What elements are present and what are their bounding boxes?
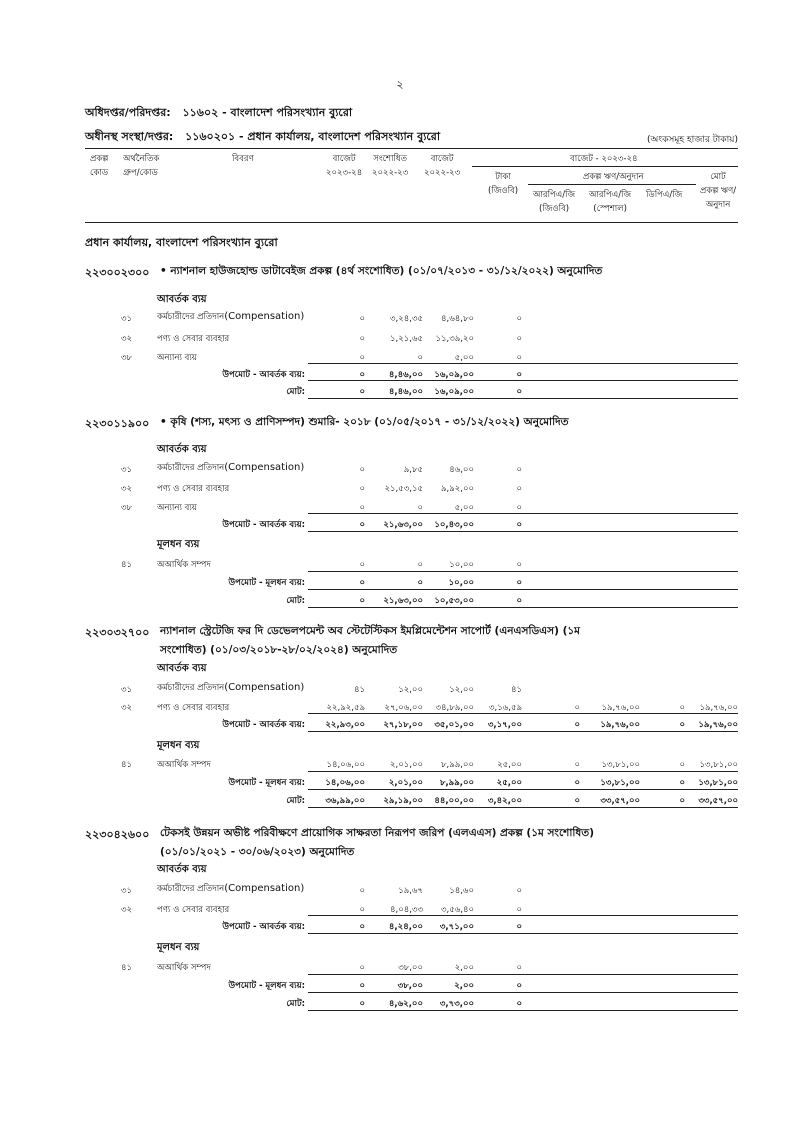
total-cell: ৩,৭৩,০০ xyxy=(439,999,474,1009)
project-code: ২২৩০১১৯০০ xyxy=(85,417,150,430)
sub-office-value: ১১৬০২০১ - প্রধান কার্যালয়, বাংলাদেশ পরিসংখ্যান ব্যুরো xyxy=(185,130,441,143)
row-desc: পণ্য ও সেবার ব্যবহার xyxy=(157,703,230,713)
row-code: ৪১ xyxy=(121,560,133,570)
subtotal-cell: ৩,৭১,০০ xyxy=(439,922,474,932)
value-cell: ৪১ xyxy=(353,685,365,695)
total-cell: ০ xyxy=(516,596,522,606)
value-cell: ২৭,০৬,০০ xyxy=(384,703,423,713)
total-loan-cell: ০ xyxy=(574,796,580,806)
department-line xyxy=(85,104,352,123)
department-value: ১১৬০২ - বাংলাদেশ পরিসংখ্যান ব্যুরো xyxy=(182,106,353,119)
subtotal-rule xyxy=(308,363,738,364)
subtotal-bottom-rule xyxy=(308,731,738,732)
office-title: প্রধান কার্যালয়, বাংলাদেশ পরিসংখ্যান ব্যুরো xyxy=(85,236,278,249)
total-label: মোট: xyxy=(286,596,305,606)
section-title: মূলধন ব্যয় xyxy=(157,539,200,550)
value-cell: ৪,০৪,৩৩ xyxy=(389,905,423,915)
row-code: ৪১ xyxy=(121,760,133,770)
total-cell: ২৯,১৯,০০ xyxy=(383,796,423,806)
row-code: ৩২ xyxy=(121,905,133,915)
col-taka-gob: টাকা (জিওবি) xyxy=(488,172,519,196)
subtotal-loan-cell: ০ xyxy=(679,778,685,788)
subtotal-cell: ১০,০০ xyxy=(448,578,474,588)
total-bottom-rule xyxy=(308,607,738,608)
section-title: আবর্তক ব্যয় xyxy=(157,663,207,674)
sub-office-label: অধীনস্থ সংস্থা/দপ্তর: xyxy=(85,130,174,143)
subtotal-loan-cell: ১৯,৭৬,০০ xyxy=(600,720,640,730)
section-title: আবর্তক ব্যয় xyxy=(157,444,207,455)
subtotal-cell: ০ xyxy=(417,578,423,588)
col-budget-2022-23: বাজেট ২০২২-২৩ xyxy=(424,154,461,178)
row-code: ৩২ xyxy=(121,484,133,494)
value-cell: ৯,৯২,০০ xyxy=(440,484,474,494)
subtotal-cell: ২২,৯৩,০০ xyxy=(325,720,365,730)
value-cell: ০ xyxy=(359,484,365,494)
subtotal-cell: ০ xyxy=(359,981,365,991)
total-label: মোট: xyxy=(286,387,305,397)
subtotal-rule xyxy=(308,974,738,975)
row-code: ৩১ xyxy=(121,465,133,475)
row-desc: অন্যান্য ব্যয় xyxy=(157,353,197,363)
total-bottom-rule xyxy=(308,1010,738,1011)
row-desc: কর্মচারীদের প্রতিদান(Compensation) xyxy=(157,682,305,693)
section-title: আবর্তক ব্যয় xyxy=(157,864,207,875)
value-cell: ০ xyxy=(359,886,365,896)
value-cell: ২,০১,০০ xyxy=(389,760,423,770)
value-cell: ০ xyxy=(359,905,365,915)
total-label: মোট: xyxy=(286,999,305,1009)
total-loan-cell: ৩৩,৫৭,০০ xyxy=(600,796,640,806)
row-code: ৩২ xyxy=(121,703,133,713)
value-cell: ১,২১,৬৫ xyxy=(389,334,423,344)
subtotal-cell: ২১,৬৩,০০ xyxy=(383,520,423,530)
loan-cell: ০ xyxy=(679,760,685,770)
row-code: ৩১ xyxy=(121,685,133,695)
subtotal-bottom-rule xyxy=(308,531,738,532)
subtotal-loan-cell: ১৩,৮১,০০ xyxy=(600,778,640,788)
subtotal-cell: ৮,৯৯,০০ xyxy=(439,778,474,788)
unit-note: (অংকসমূহ হাজার টাকায়) xyxy=(646,135,738,145)
loan-cell: ০ xyxy=(574,760,580,770)
value-cell: ০ xyxy=(417,560,423,570)
subtotal-rule xyxy=(308,771,738,772)
total-rule xyxy=(308,589,738,590)
department-label: অধিদপ্তর/পরিদপ্তর: xyxy=(85,106,171,119)
subtotal-loan-cell: ১৩,৮১,০০ xyxy=(698,778,738,788)
value-cell: ৪১ xyxy=(510,685,522,695)
subtotal-rule xyxy=(308,513,738,514)
value-cell: ০ xyxy=(516,963,522,973)
subtotal-bottom-rule xyxy=(308,933,738,934)
value-cell: ০ xyxy=(516,503,522,513)
total-bottom-rule xyxy=(308,398,738,399)
loan-cell: ০ xyxy=(679,703,685,713)
subtotal-rule xyxy=(308,713,738,714)
subtotal-cell: ০ xyxy=(516,922,522,932)
value-cell: ১২,০০ xyxy=(398,685,423,695)
subtotal-cell: ৩৮,০০ xyxy=(397,981,423,991)
total-cell: ০ xyxy=(359,387,365,397)
total-bottom-rule xyxy=(308,807,738,808)
col-description: বিবরণ xyxy=(232,154,254,164)
project-title: ন্যাশনাল স্ট্রেটেজি ফর দি ডেভেলপমেন্ট অব স্টেটেস্টিকস ইমপ্লিমেন্টেশন সাপোর্ট (এনএসডিএস) (১ম সংশোধিত) (০১/০৩/২০১৮-২৮/০২/২০২৪) অনুমোদিত xyxy=(160,625,581,656)
subtotal-cell: ০ xyxy=(359,370,365,380)
value-cell: ০ xyxy=(359,503,365,513)
value-cell: ০ xyxy=(359,314,365,324)
value-cell: ০ xyxy=(417,503,423,513)
subtotal-cell: ৩৫,০১,০০ xyxy=(434,720,474,730)
value-cell: ৩,৫৬,৪০ xyxy=(440,905,474,915)
project-title: • ন্যাশনাল হাউজহোল্ড ডাটাবেইজ প্রকল্প (৪র্থ সংশোধিত) (০১/০৭/২০১৩ - ৩১/১২/২০২২) অনুমোদিত xyxy=(160,265,603,277)
subtotal-cell: ১০,৪৩,০০ xyxy=(434,520,474,530)
subtotal-cell: ৪,৪৬,০০ xyxy=(388,370,423,380)
row-desc: কর্মচারীদের প্রতিদান(Compensation) xyxy=(157,462,305,473)
loan-cell: ০ xyxy=(574,703,580,713)
col-loan-grant: প্রকল্প ঋণ/অনুদান xyxy=(583,172,644,182)
value-cell: ০ xyxy=(516,886,522,896)
value-cell: ১২,০০ xyxy=(449,685,474,695)
value-cell: ২২,৯২,৫৯ xyxy=(326,703,365,713)
value-cell: ০ xyxy=(516,465,522,475)
col-project-code: প্রকল্প কোড xyxy=(90,154,109,178)
loan-cell: ১৩,৮১,০০ xyxy=(601,760,640,770)
row-code: ৩১ xyxy=(121,886,133,896)
col-rpa-special: আরপিএ/জি (স্পেশাল) xyxy=(589,190,632,214)
row-code: ৩২ xyxy=(121,334,133,344)
value-cell: ০ xyxy=(359,334,365,344)
loan-cell: ১৯,৭৬,০০ xyxy=(601,703,640,713)
subtotal-cell: ০ xyxy=(359,578,365,588)
section-title: মূলধন ব্যয় xyxy=(157,740,200,751)
subtotal-loan-cell: ০ xyxy=(574,778,580,788)
row-code: ৩১ xyxy=(121,314,133,324)
total-cell: ০ xyxy=(359,999,365,1009)
subtotal-cell: ২,০০ xyxy=(454,981,474,991)
subtotal-cell: ৪,২৪,০০ xyxy=(388,922,423,932)
row-desc: পণ্য ও সেবার ব্যবহার xyxy=(157,334,230,344)
value-cell: ০ xyxy=(359,465,365,475)
loan-grant-rule xyxy=(528,184,696,185)
total-cell: ৩,৪২,০০ xyxy=(487,796,522,806)
total-cell: ১০,৫৩,০০ xyxy=(434,596,474,606)
row-code: ৩৮ xyxy=(121,353,133,363)
total-loan-cell: ৩৩,৫৭,০০ xyxy=(698,796,738,806)
total-cell: ৪৪,০০,০০ xyxy=(434,796,474,806)
value-cell: ০ xyxy=(516,314,522,324)
value-cell: ০ xyxy=(359,560,365,570)
total-cell: ৪,৪৬,০০ xyxy=(388,387,423,397)
col-economic-code: অর্থনৈতিক গ্রুপ/কোড xyxy=(123,154,160,178)
total-loan-cell: ০ xyxy=(679,796,685,806)
value-cell: ৪,৬৪,৮০ xyxy=(440,314,474,324)
total-rule xyxy=(308,380,738,381)
row-desc: অআর্থিক সম্পদ xyxy=(157,760,211,770)
col-dpa: ডিপিএ/জি xyxy=(646,190,683,200)
value-cell: ১৪,৬০ xyxy=(449,886,474,896)
subtotal-rule xyxy=(308,571,738,572)
value-cell: ০ xyxy=(516,560,522,570)
total-label: মোট: xyxy=(286,796,305,806)
subtotal-label: উপমোট - আবর্তক ব্যয়: xyxy=(222,370,305,380)
section-title: মূলধন ব্যয় xyxy=(157,942,200,953)
row-desc: কর্মচারীদের প্রতিদান(Compensation) xyxy=(157,883,305,894)
project-title: • কৃষি (শস্য, মৎস্য ও প্রাণিসম্পদ) শুমারি- ২০১৮ (০১/০৫/২০১৭ - ৩১/১২/২০২২) অনুমোদিত xyxy=(160,416,569,428)
value-cell: ৮,৯৯,০০ xyxy=(440,760,474,770)
row-code: ৪১ xyxy=(121,963,133,973)
header-bottom-rule xyxy=(85,222,738,223)
value-cell: ৯,৮৫ xyxy=(403,465,423,475)
value-cell: ০ xyxy=(516,905,522,915)
loan-cell: ১৩,৮১,০০ xyxy=(699,760,738,770)
value-cell: ৩,২৪,৩৫ xyxy=(389,314,423,324)
row-desc: অআর্থিক সম্পদ xyxy=(157,560,211,570)
value-cell: ১৯,৬৭ xyxy=(398,886,423,896)
value-cell: ০ xyxy=(359,353,365,363)
subtotal-cell: ০ xyxy=(516,578,522,588)
subtotal-loan-cell: ০ xyxy=(574,720,580,730)
subtotal-cell: ১৬,০৯,০০ xyxy=(434,370,474,380)
col-rpa-gob: আরপিএ/জি (জিওবি) xyxy=(533,190,576,214)
col-budget-span: বাজেট - ২০২৩-২৪ xyxy=(570,154,638,164)
total-cell: ১৬,০৯,০০ xyxy=(434,387,474,397)
header-top-rule xyxy=(85,148,738,149)
subtotal-cell: ২৭,১৮,০০ xyxy=(383,720,423,730)
total-cell: ৩৬,৯৯,০০ xyxy=(325,796,365,806)
value-cell: ২১,৫৩,১৫ xyxy=(384,484,423,494)
value-cell: ০ xyxy=(516,353,522,363)
subtotal-cell: ০ xyxy=(516,981,522,991)
value-cell: ৩,১৬,৫৯ xyxy=(488,703,522,713)
subtotal-loan-cell: ১৯,৭৬,০০ xyxy=(698,720,738,730)
subtotal-label: উপমোট - মূলধন ব্যয়: xyxy=(228,778,305,788)
row-desc: অআর্থিক সম্পদ xyxy=(157,963,211,973)
subtotal-label: উপমোট - আবর্তক ব্যয়: xyxy=(222,520,305,530)
value-cell: ০ xyxy=(516,484,522,494)
subtotal-rule xyxy=(308,915,738,916)
value-cell: ০ xyxy=(359,963,365,973)
subtotal-label: উপমোট - আবর্তক ব্যয়: xyxy=(222,922,305,932)
subtotal-label: উপমোট - মূলধন ব্যয়: xyxy=(228,981,305,991)
subtotal-cell: ৩,১৭,০০ xyxy=(487,720,522,730)
row-desc: কর্মচারীদের প্রতিদান(Compensation) xyxy=(157,311,305,322)
page-number: ২ xyxy=(396,78,404,91)
value-cell: ২৫,০০ xyxy=(497,760,522,770)
value-cell: ৪৬,০০ xyxy=(449,465,474,475)
sub-office-line xyxy=(85,128,440,147)
subtotal-cell: ১৪,০৬,০০ xyxy=(325,778,365,788)
budget-span-rule xyxy=(472,166,738,167)
project-title: টেকসই উন্নয়ন অভীষ্ট পরিবীক্ষণে প্রায়োগিক সাক্ষরতা নিরূপণ জরিপ (এলএএস) প্রকল্প (১ম সংশোধিত) (০১/০১/২০২১ - ৩০/০৬/২০২৩) অনুমোদিত xyxy=(160,827,594,858)
total-rule xyxy=(308,992,738,993)
subtotal-cell: ২৫,০০ xyxy=(496,778,522,788)
value-cell: ০ xyxy=(417,353,423,363)
col-revised-2022-23: সংশোধিত ২০২২-২৩ xyxy=(372,154,409,178)
subtotal-cell: ০ xyxy=(359,922,365,932)
value-cell: ১১,৩৯,২০ xyxy=(435,334,474,344)
subtotal-label: উপমোট - আবর্তক ব্যয়: xyxy=(222,720,305,730)
project-code: ২২৩০৪২৬০০ xyxy=(85,828,150,841)
total-rule xyxy=(308,789,738,790)
subtotal-cell: ০ xyxy=(516,520,522,530)
total-cell: ০ xyxy=(516,387,522,397)
total-cell: ০ xyxy=(359,596,365,606)
project-code: ২২৩০০২৩০০ xyxy=(85,266,150,279)
value-cell: ৫,০০ xyxy=(454,353,474,363)
value-cell: ১৪,০৬,০০ xyxy=(326,760,365,770)
row-code: ৩৮ xyxy=(121,503,133,513)
subtotal-cell: ০ xyxy=(359,520,365,530)
value-cell: ২,০০ xyxy=(454,963,474,973)
col-budget-2023-24: বাজেট ২০২৩-২৪ xyxy=(326,154,363,178)
row-desc: অন্যান্য ব্যয় xyxy=(157,503,197,513)
subtotal-cell: ২,০১,০০ xyxy=(388,778,423,788)
subtotal-loan-cell: ০ xyxy=(679,720,685,730)
loan-cell: ১৯,৭৬,০০ xyxy=(699,703,738,713)
subtotal-cell: ০ xyxy=(516,370,522,380)
value-cell: ১০,০০ xyxy=(449,560,474,570)
value-cell: ৩৪,৮৯,০০ xyxy=(435,703,474,713)
row-desc: পণ্য ও সেবার ব্যবহার xyxy=(157,905,230,915)
subtotal-label: উপমোট - মূলধন ব্যয়: xyxy=(228,578,305,588)
section-title: আবর্তক ব্যয় xyxy=(157,294,207,305)
total-cell: ৪,৬২,০০ xyxy=(388,999,423,1009)
total-cell: ০ xyxy=(516,999,522,1009)
col-total-loan: মোট প্রকল্প ঋণ/ অনুদান xyxy=(700,172,737,210)
value-cell: ৩৮,০০ xyxy=(398,963,423,973)
value-cell: ৫,০০ xyxy=(454,503,474,513)
value-cell: ০ xyxy=(516,334,522,344)
row-desc: পণ্য ও সেবার ব্যবহার xyxy=(157,484,230,494)
total-cell: ২১,৬৩,০০ xyxy=(383,596,423,606)
project-code: ২২৩০৩২৭০০ xyxy=(85,626,150,639)
